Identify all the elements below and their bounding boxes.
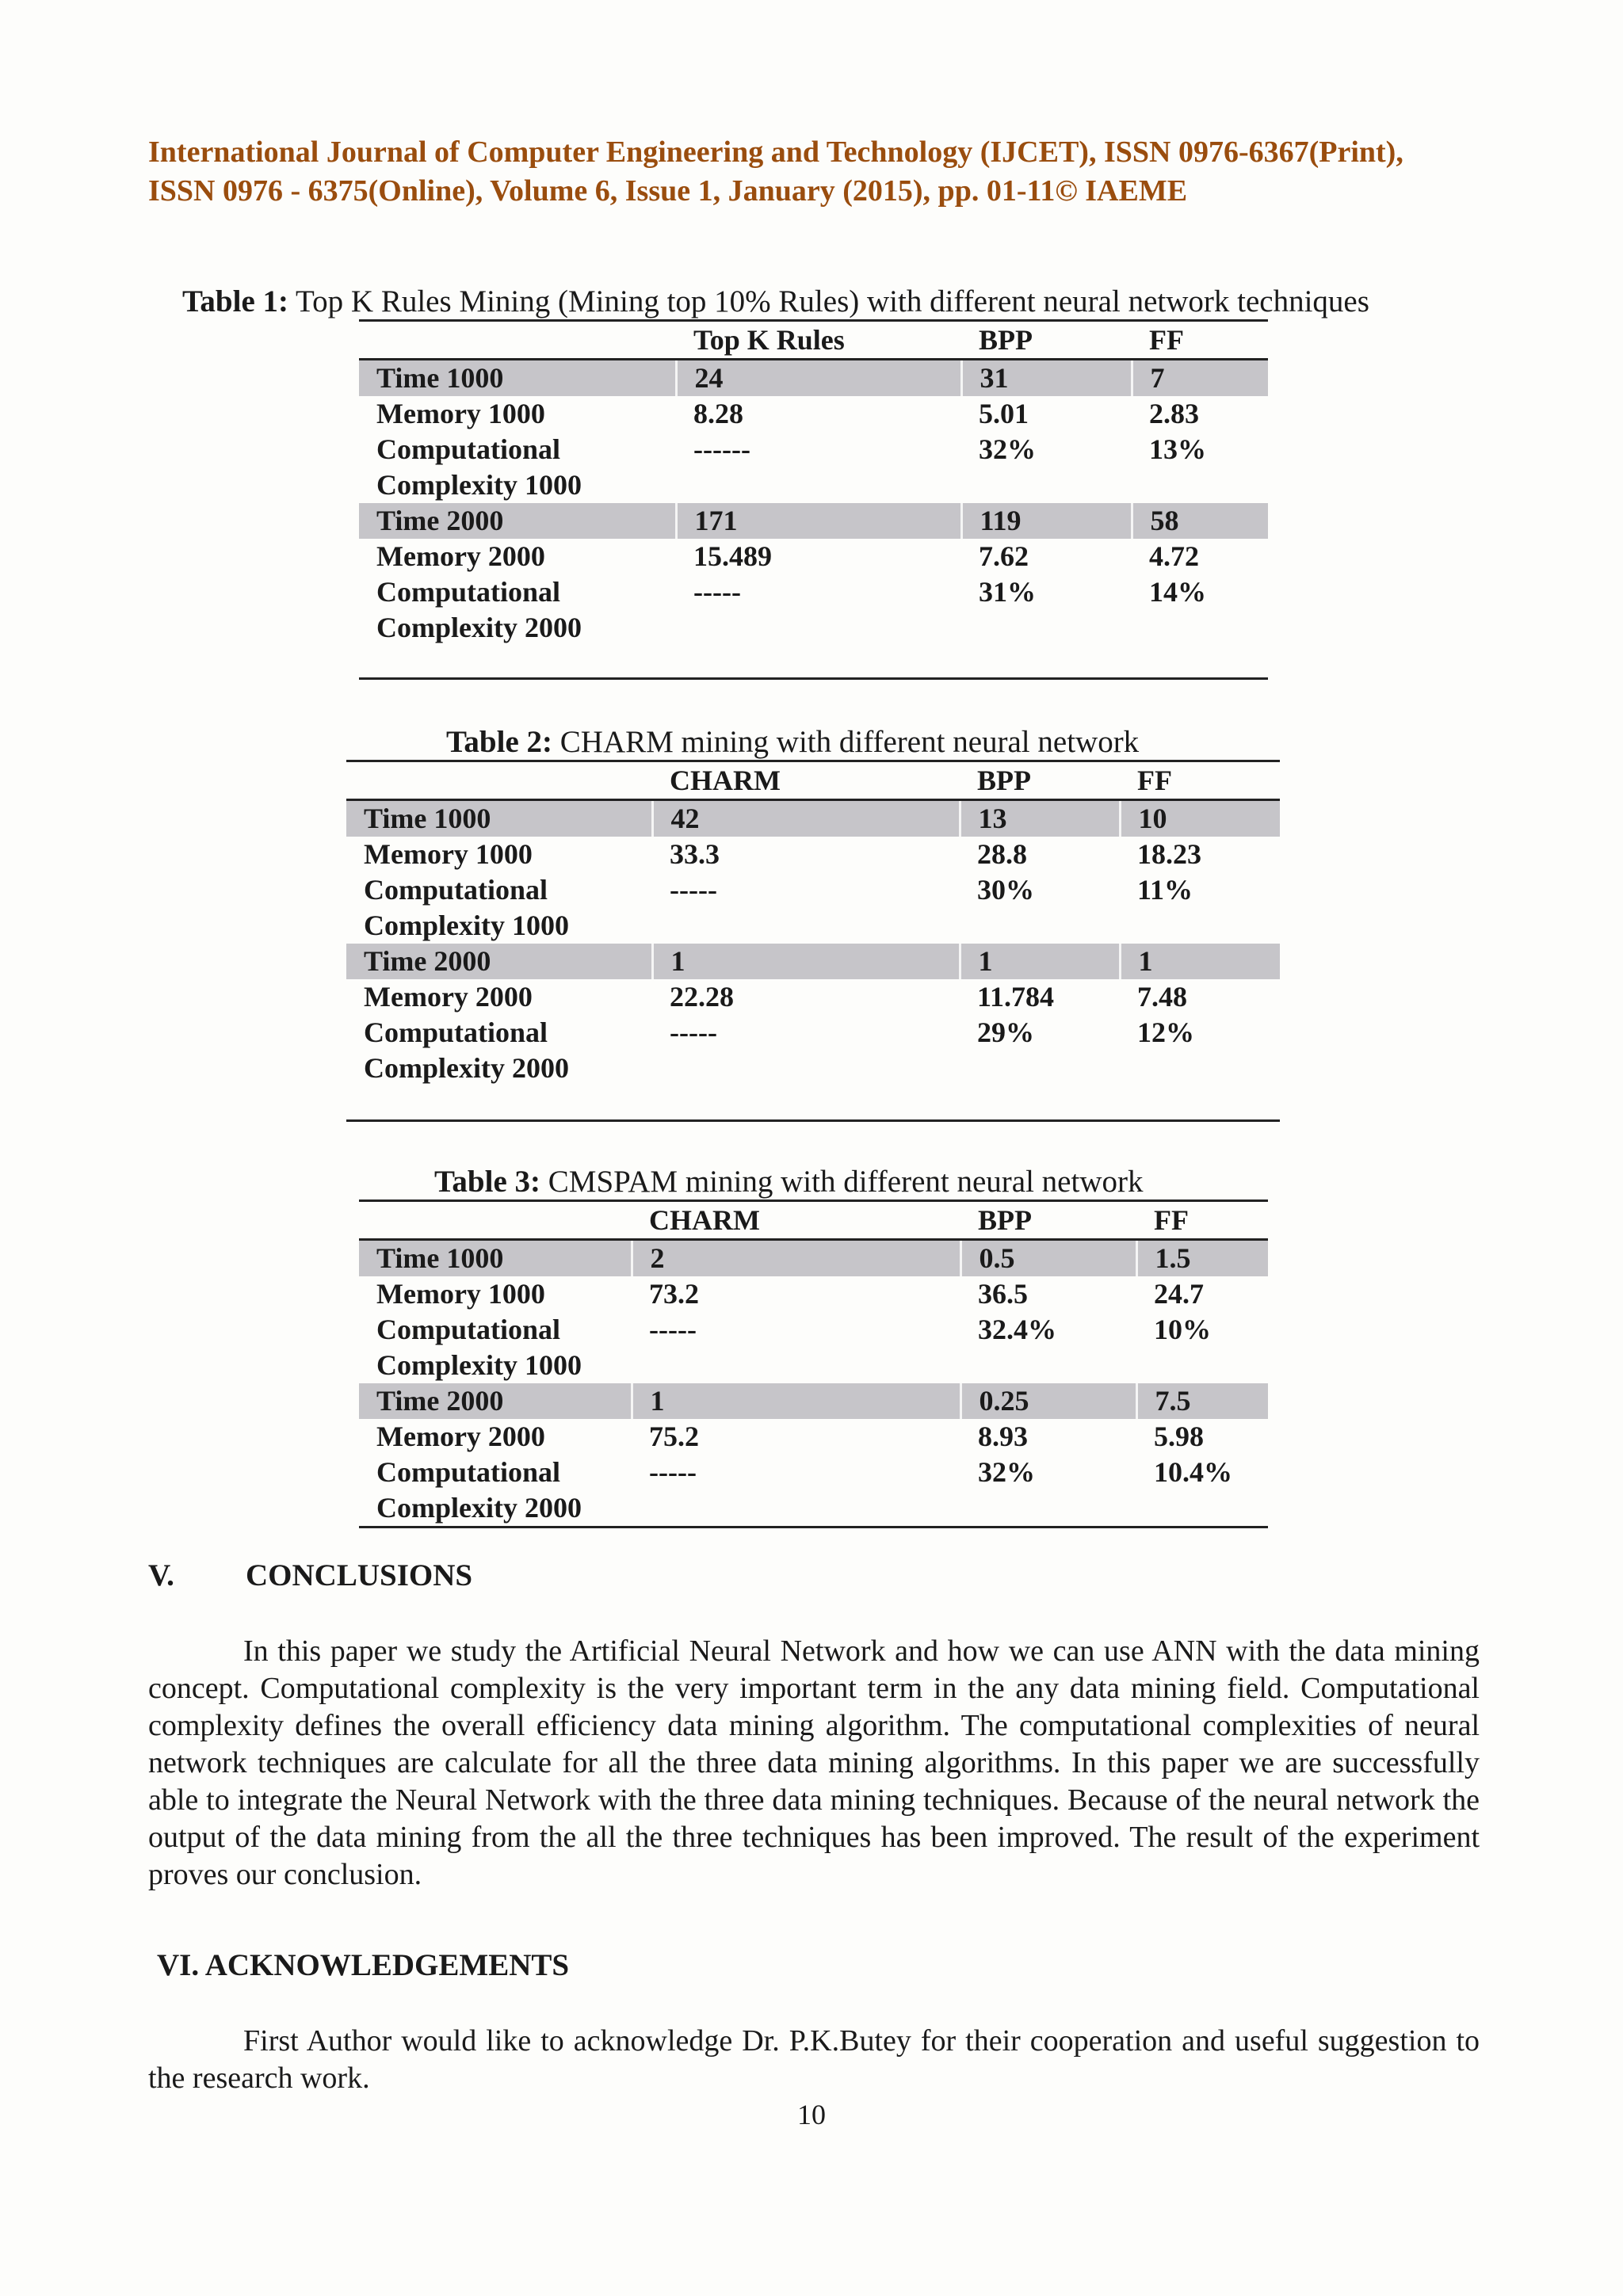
cell: 4.72	[1149, 540, 1199, 572]
cell: 18.23	[1137, 838, 1201, 870]
row-label: Memory 1000	[364, 838, 533, 870]
cell: 1	[1120, 944, 1280, 979]
table-1-caption	[182, 284, 1369, 320]
cell: 119	[961, 503, 1132, 539]
cell: 32%	[979, 433, 1036, 465]
cell: 22.28	[670, 981, 734, 1013]
table-1-caption-label: Table 1:	[182, 284, 289, 318]
table-row	[359, 1312, 1268, 1383]
table-row	[346, 1015, 1280, 1086]
table-1	[359, 319, 1268, 680]
cell: 171	[676, 503, 961, 539]
cell: -----	[670, 1016, 717, 1048]
table-row	[346, 979, 1280, 1015]
row-label: Computational Complexity 2000	[364, 1016, 569, 1084]
cell: 58	[1132, 503, 1268, 539]
cell: 0.25	[960, 1383, 1136, 1419]
cell: 32.4%	[978, 1314, 1056, 1345]
cell: 1.5	[1136, 1240, 1268, 1277]
cell: 24.7	[1154, 1278, 1204, 1310]
cell: 14%	[1149, 576, 1206, 608]
cell: 11%	[1137, 874, 1193, 906]
journal-header-line-2: ISSN 0976 - 6375(Online), Volume 6, Issue 1, January (2015), pp. 01-11© IAEME	[148, 174, 1188, 208]
cell: 15.489	[693, 540, 772, 572]
page-number: 10	[797, 2099, 826, 2130]
cell: 7.62	[979, 540, 1029, 572]
cell: 32%	[978, 1456, 1035, 1488]
cell: 2	[632, 1240, 960, 1277]
table-row	[359, 1383, 1268, 1419]
cell: 5.01	[979, 398, 1029, 429]
cell: 13%	[1149, 433, 1206, 465]
table-2-header-col-3: FF	[1120, 761, 1280, 800]
cell: 2.83	[1149, 398, 1199, 429]
table-2-header-col-2: BPP	[960, 761, 1120, 800]
row-label: Time 2000	[359, 1383, 632, 1419]
table-row	[346, 872, 1280, 944]
table-row	[346, 837, 1280, 872]
table-row	[359, 1276, 1268, 1312]
table-row	[359, 432, 1268, 503]
cell: 0.5	[960, 1240, 1136, 1277]
conclusions-heading	[148, 1558, 473, 1594]
table-1-header-col-1: Top K Rules	[676, 321, 961, 360]
row-label: Memory 2000	[376, 1421, 545, 1452]
cell: 5.98	[1154, 1421, 1204, 1452]
cell: 31	[961, 360, 1132, 397]
cell: 1	[960, 944, 1120, 979]
row-label: Computational Complexity 1000	[364, 874, 569, 941]
table-2-header-col-1: CHARM	[652, 761, 960, 800]
row-label: Time 1000	[359, 360, 676, 397]
acknowledgements-heading: VI. ACKNOWLEDGEMENTS	[157, 1948, 570, 1982]
table-1-header-col-3: FF	[1132, 321, 1268, 360]
row-label: Computational Complexity 1000	[376, 1314, 582, 1381]
journal-header-line-1: International Journal of Computer Engineering and Technology (IJCET), ISSN 0976-6367(Print),	[148, 135, 1403, 169]
cell: 11.784	[977, 981, 1055, 1013]
table-3-caption	[434, 1164, 1143, 1200]
table-3	[359, 1199, 1268, 1528]
table-3-caption-text: CMSPAM mining with different neural network	[540, 1165, 1144, 1199]
table-row	[359, 1419, 1268, 1455]
table-2-spacer	[346, 1086, 1280, 1121]
cell: 10	[1120, 800, 1280, 837]
cell: 29%	[977, 1016, 1034, 1048]
cell: 24	[676, 360, 961, 397]
row-label: Time 1000	[359, 1240, 632, 1277]
table-row	[359, 1455, 1268, 1527]
cell: 10%	[1154, 1314, 1211, 1345]
cell: 7	[1132, 360, 1268, 397]
table-row	[359, 360, 1268, 397]
cell: 8.93	[978, 1421, 1028, 1452]
row-label: Time 1000	[346, 800, 652, 837]
table-1-bottom-rule	[359, 679, 1268, 681]
cell: -----	[670, 874, 717, 906]
table-row	[359, 1240, 1268, 1277]
table-row	[359, 574, 1268, 646]
cell: 31%	[979, 576, 1036, 608]
cell: 36.5	[978, 1278, 1028, 1310]
table-row	[346, 800, 1280, 837]
table-1-spacer	[359, 646, 1268, 679]
row-label: Time 2000	[346, 944, 652, 979]
cell: -----	[649, 1456, 697, 1488]
cell: 8.28	[693, 398, 743, 429]
table-1-header-col-2: BPP	[961, 321, 1132, 360]
cell: 75.2	[649, 1421, 699, 1452]
cell: 12%	[1137, 1016, 1194, 1048]
table-2-header-row	[346, 761, 1280, 800]
cell: 42	[652, 800, 960, 837]
row-label: Memory 2000	[376, 540, 545, 572]
cell: 10.4%	[1154, 1456, 1232, 1488]
table-1-header-row	[359, 321, 1268, 360]
table-2-caption-label: Table 2:	[446, 725, 553, 759]
table-2-caption-text: CHARM mining with different neural network	[552, 725, 1140, 759]
cell: -----	[693, 576, 741, 608]
table-row	[359, 539, 1268, 574]
table-1-caption-text: Top K Rules Mining (Mining top 10% Rules) with different neural network techniques	[288, 284, 1369, 318]
row-label: Computational Complexity 1000	[376, 433, 582, 501]
table-3-header-col-2: BPP	[960, 1201, 1136, 1240]
row-label: Computational Complexity 2000	[376, 576, 582, 643]
cell: 1	[632, 1383, 960, 1419]
table-3-caption-label: Table 3:	[434, 1165, 541, 1199]
row-label: Computational Complexity 2000	[376, 1456, 582, 1524]
table-3-header-row	[359, 1201, 1268, 1240]
row-label: Memory 1000	[376, 398, 545, 429]
conclusions-paragraph: In this paper we study the Artificial Neural Network and how we can use ANN with the data mining concept. Computational complexity is the very important term in the any data mining field. Computational complexity defines the overall efficiency data mining algorithm. The computational complexities of neural network techniques are calculate for all the three data mining algorithms. In this paper we are successfully able to integrate the Neural Network with the three data mining techniques. Because of the neural network the output of the data mining from the all the three techniques has been improved. The result of the experiment proves our conclusion.	[148, 1634, 1480, 1891]
row-label: Memory 1000	[376, 1278, 545, 1310]
cell: 1	[652, 944, 960, 979]
table-row	[359, 503, 1268, 539]
cell: 73.2	[649, 1278, 699, 1310]
cell: ------	[693, 433, 750, 465]
cell: -----	[649, 1314, 697, 1345]
table-row	[359, 396, 1268, 432]
table-3-header-empty	[359, 1201, 632, 1240]
journal-header	[148, 133, 1480, 211]
table-3-header-col-1: CHARM	[632, 1201, 960, 1240]
table-3-header-col-3: FF	[1136, 1201, 1268, 1240]
conclusions-number: V.	[148, 1558, 174, 1592]
table-2	[346, 760, 1280, 1122]
table-2-header-empty	[346, 761, 652, 800]
table-row	[346, 944, 1280, 979]
table-2-caption	[446, 724, 1139, 761]
cell: 33.3	[670, 838, 720, 870]
cell: 13	[960, 800, 1120, 837]
conclusions-title: CONCLUSIONS	[246, 1558, 473, 1592]
cell: 30%	[977, 874, 1034, 906]
row-label: Memory 2000	[364, 981, 533, 1013]
acknowledgements-paragraph: First Author would like to acknowledge Dr. P.K.Butey for their cooperation and useful suggestion to the research work.	[148, 2024, 1480, 2095]
table-1-header-empty	[359, 321, 676, 360]
cell: 7.5	[1136, 1383, 1268, 1419]
row-label: Time 2000	[359, 503, 676, 539]
table-2-bottom-rule	[346, 1121, 1280, 1123]
table-3-bottom-rule	[359, 1527, 1268, 1529]
cell: 7.48	[1137, 981, 1187, 1013]
cell: 28.8	[977, 838, 1027, 870]
